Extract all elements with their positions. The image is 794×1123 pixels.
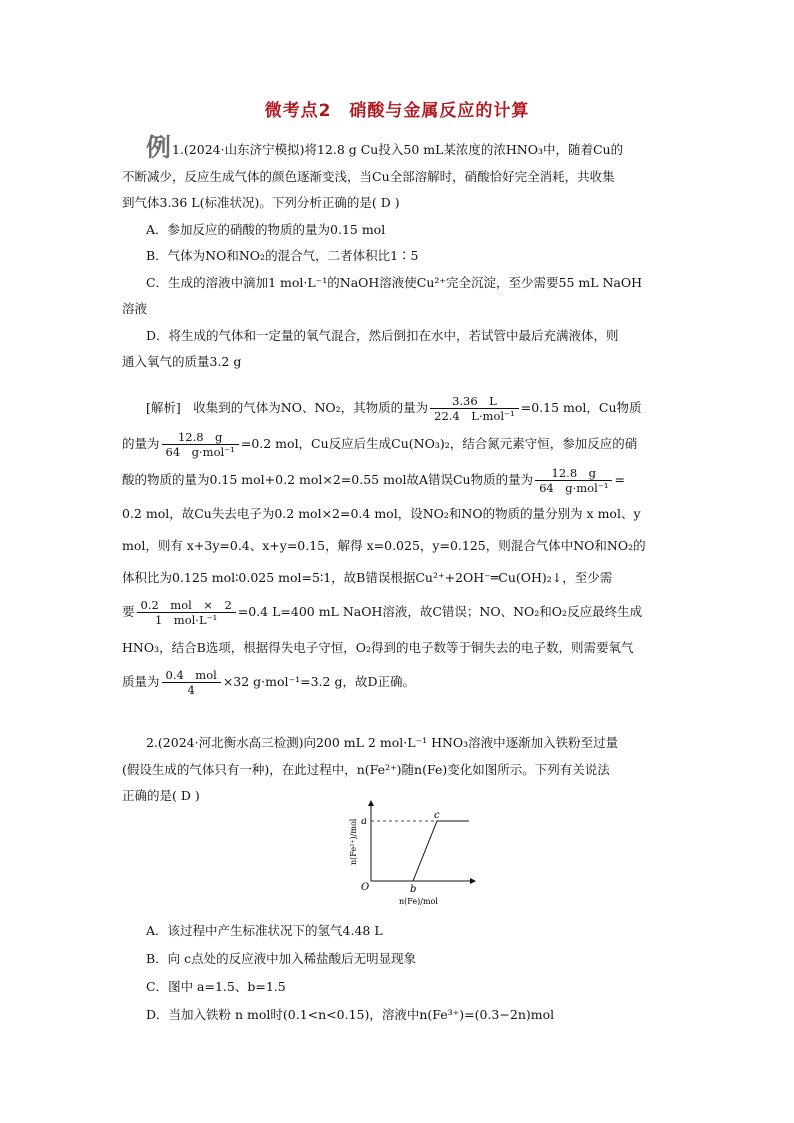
q1-line-2: 不断减少，反应生成气体的颜色逐渐变浅，当Cu全部溶解时，硝酸恰好完全消耗，共收集 — [122, 168, 615, 184]
analysis-text: 质量为 — [122, 674, 160, 689]
q2-options — [122, 917, 682, 1029]
series-line — [413, 821, 469, 881]
q2-line-1: 2.(2024·河北衡水高三检测)向200 mL 2 mol·L⁻¹ HNO₃溶液中逐渐加入铁粉至过量 — [146, 735, 619, 750]
analysis-line-3 — [122, 462, 682, 498]
fraction — [137, 598, 236, 627]
q1-option-d-cont: 通入氧气的质量3.2 g — [122, 354, 242, 369]
fraction-num: 12.8 g — [551, 466, 597, 480]
analysis-text: = — [614, 472, 625, 487]
origin-label: O — [361, 882, 370, 893]
analysis-text: =0.15 mol，Cu物质 — [520, 400, 642, 415]
analysis-text: 要 — [122, 604, 135, 619]
q1-option-d: D．将生成的气体和一定量的氧气混合，然后倒扣在水中，若试管中最后充满液体，则 — [146, 327, 619, 343]
fraction-den: 4 — [162, 682, 221, 697]
fraction-den: 64 g·mol⁻¹ — [162, 444, 239, 459]
fraction — [430, 394, 519, 423]
analysis-line-1 — [122, 390, 682, 426]
analysis-line-8: HNO₃，结合B选项，根据得失电子守恒，O₂得到的电子数等于铜失去的电子数，则需要氧气 — [122, 640, 634, 655]
section-title: 微考点2 硝酸与金属反应的计算 — [264, 101, 530, 121]
q1-option-a: A．参加反应的硝酸的物质的量为0.15 mol — [146, 221, 386, 237]
q2-option-b: B．向 c点处的反应液中加入稀盐酸后无明显现象 — [146, 951, 417, 966]
analysis — [122, 390, 682, 700]
q2-option-a: A．该过程中产生标准状况下的氢气4.48 L — [146, 923, 383, 938]
analysis-line-2 — [122, 426, 682, 462]
analysis-line-9 — [122, 664, 682, 700]
a-tick-label: a — [361, 816, 367, 827]
fraction-den: 64 g·mol⁻¹ — [535, 480, 612, 495]
fe-chart — [345, 797, 485, 907]
analysis-text: 的量为 — [122, 436, 160, 451]
question-1 — [122, 137, 682, 376]
q2-line-3: 正确的是( D ) — [122, 788, 200, 803]
analysis-text: =0.4 L=400 mL NaOH溶液，故C错误；NO、NO₂和O₂反应最终生成 — [237, 604, 643, 619]
q1-option-b: B．气体为NO和NO₂的混合气，二者体积比1∶5 — [146, 248, 419, 263]
fraction-den: 1 mol·L⁻¹ — [137, 612, 236, 627]
analysis-text: =0.2 mol，Cu反应后生成Cu(NO₃)₂，结合氮元素守恒，参加反应的硝 — [240, 436, 638, 451]
analysis-text: ×32 g·mol⁻¹=3.2 g，故D正确。 — [222, 674, 415, 689]
fraction-num: 0.4 mol — [165, 668, 217, 682]
y-axis-label: n(Fe²⁺)/mol — [349, 818, 358, 865]
fraction-num: 3.36 L — [452, 394, 497, 408]
c-point-label: c — [434, 810, 440, 821]
analysis-line-4: 0.2 mol，故Cu失去电子为0.2 mol×2=0.4 mol，设NO₂和NO的物质的量分别为 x mol、y — [122, 506, 641, 521]
x-axis-label: n(Fe)/mol — [399, 897, 438, 906]
analysis-line-5: mol，则有 x+3y=0.4、x+y=0.15，解得 x=0.025，y=0.125，则混合气体中NO和NO₂的 — [122, 538, 646, 553]
fraction — [535, 466, 612, 495]
fraction-num: 12.8 g — [177, 430, 223, 444]
b-tick-label: b — [410, 884, 417, 895]
example-mark: 例 — [146, 133, 172, 162]
analysis-line-6: 体积比为0.125 mol∶0.025 mol=5∶1，故B错误根据Cu²⁺+2OH⁻═Cu(OH)₂↓，至少需 — [122, 570, 613, 585]
fraction-den: 22.4 L·mol⁻¹ — [430, 408, 519, 423]
q2-option-c: C．图中 a=1.5、b=1.5 — [146, 979, 286, 994]
analysis-line-7 — [122, 594, 682, 632]
analysis-text: 酸的物质的量为0.15 mol+0.2 mol×2=0.55 mol故A错误Cu物质的量为 — [122, 472, 534, 487]
q1-line-3: 到气体3.36 L(标准状况)。下列分析正确的是( D ) — [122, 195, 400, 210]
figure — [345, 797, 485, 910]
q1-line-1: 1.(2024·山东济宁模拟)将12.8 g Cu投入50 mL某浓度的浓HNO₃中，随着Cu的 — [172, 142, 624, 157]
fraction-num: 0.2 mol × 2 — [140, 598, 232, 612]
q2-line-2: (假设生成的气体只有一种)，在此过程中，n(Fe²⁺)随n(Fe)变化如图所示。下列有关说法 — [122, 761, 610, 777]
q1-option-c-cont: 溶液 — [122, 301, 148, 316]
q2-option-d: D．当加入铁粉 n mol时(0.1<n<0.15)，溶液中n(Fe³⁺)=(0.3−2n)mol — [146, 1007, 555, 1022]
fraction — [162, 668, 221, 697]
q1-option-c: C．生成的溶液中滴加1 mol·L⁻¹的NaOH溶液使Cu²⁺完全沉淀，至少需要55 mL NaOH — [146, 274, 643, 290]
fraction — [162, 430, 239, 459]
analysis-text: [解析] 收集到的气体为NO、NO₂，其物质的量为 — [146, 400, 429, 415]
